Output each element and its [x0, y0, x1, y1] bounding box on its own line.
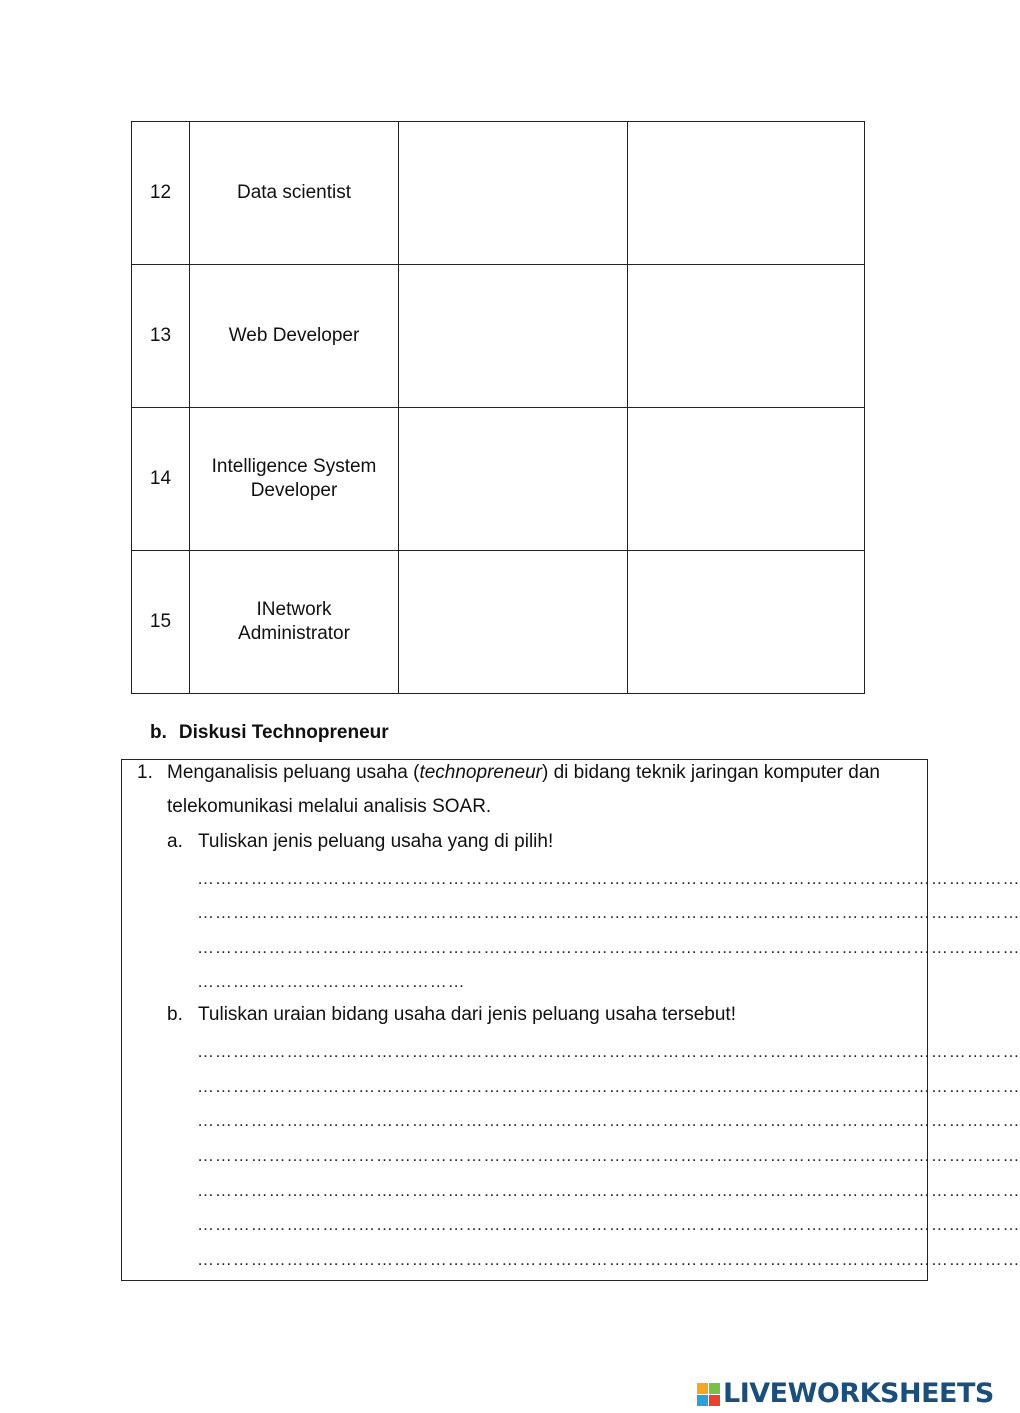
section-heading [150, 721, 389, 745]
job-title-cell [190, 551, 399, 694]
answer-cell[interactable] [628, 122, 865, 265]
subquestion-text: Tuliskan uraian bidang usaha dari jenis peluang usaha tersebut! [198, 1004, 736, 1025]
answer-line[interactable]: ………………………………………………………………………………………………………………………… [197, 1181, 1020, 1200]
answer-cell[interactable] [399, 265, 628, 408]
row-number-cell: 12 [132, 122, 190, 265]
answer-line[interactable]: ………………………………………………………………………………………………………………………… [197, 1042, 1020, 1061]
liveworksheets-logo [697, 1376, 994, 1412]
row-number-cell: 14 [132, 408, 190, 551]
liveworksheets-icon [697, 1383, 720, 1406]
table-row [132, 265, 865, 408]
question-italic-term: technopreneur [419, 762, 542, 783]
subquestion-text: Tuliskan jenis peluang usaha yang di pilih! [198, 831, 554, 852]
job-title-line: Developer [250, 480, 338, 501]
job-title-line: Administrator [238, 623, 350, 644]
question-number: 1. [137, 762, 153, 783]
answer-line[interactable]: ………………………………………………………………………………………………………………………… [197, 1146, 1020, 1165]
answer-line[interactable]: ………………………………………………………………………………………………………………………… [197, 938, 1020, 957]
table-row [132, 551, 865, 694]
job-title-cell [190, 265, 399, 408]
section-letter: b. [150, 722, 167, 743]
job-title-line: Data scientist [236, 182, 352, 203]
row-number-cell: 15 [132, 551, 190, 694]
brand-name: LIVEWORKSHEETS [723, 1378, 994, 1409]
question-text-line2: telekomunikasi melalui analisis SOAR. [167, 796, 492, 817]
answer-line[interactable]: ………………………………………………………………………………………………………………………… [197, 1077, 1020, 1096]
answer-cell[interactable] [399, 551, 628, 694]
answer-line[interactable]: ……………………………………… [197, 972, 466, 991]
table-row [132, 122, 865, 265]
logo-square [709, 1383, 720, 1394]
answer-cell[interactable] [628, 551, 865, 694]
answer-cell[interactable] [399, 408, 628, 551]
answer-line[interactable]: ………………………………………………………………………………………………………………………… [197, 1215, 1020, 1234]
question-text-part: Menganalisis peluang usaha ( [167, 762, 420, 783]
section-title: Diskusi Technopreneur [178, 722, 389, 743]
job-title-cell [190, 122, 399, 265]
logo-square [697, 1383, 708, 1394]
answer-line[interactable]: ………………………………………………………………………………………………………………………… [197, 1111, 1020, 1130]
job-title-line: Web Developer [228, 325, 360, 346]
subquestion-letter: b. [167, 1004, 183, 1025]
logo-square [697, 1395, 708, 1406]
job-title-line: Intelligence System [211, 456, 377, 477]
logo-square [709, 1395, 720, 1406]
answer-line[interactable]: ………………………………………………………………………………………………………………………… [197, 903, 1020, 922]
job-title-line: INetwork [256, 599, 332, 620]
table-row [132, 408, 865, 551]
row-number-cell: 13 [132, 265, 190, 408]
answer-cell[interactable] [628, 265, 865, 408]
question-text [167, 761, 880, 785]
question-text-part: ) di bidang teknik jaringan komputer dan [542, 762, 880, 783]
answer-cell[interactable] [399, 122, 628, 265]
job-title-cell [190, 408, 399, 551]
subquestion-letter: a. [167, 831, 183, 852]
answer-line[interactable]: ………………………………………………………………………………………………………………………… [197, 1250, 1020, 1269]
job-table [131, 121, 865, 694]
answer-line[interactable]: ………………………………………………………………………………………………………………………… [197, 869, 1020, 888]
answer-cell[interactable] [628, 408, 865, 551]
